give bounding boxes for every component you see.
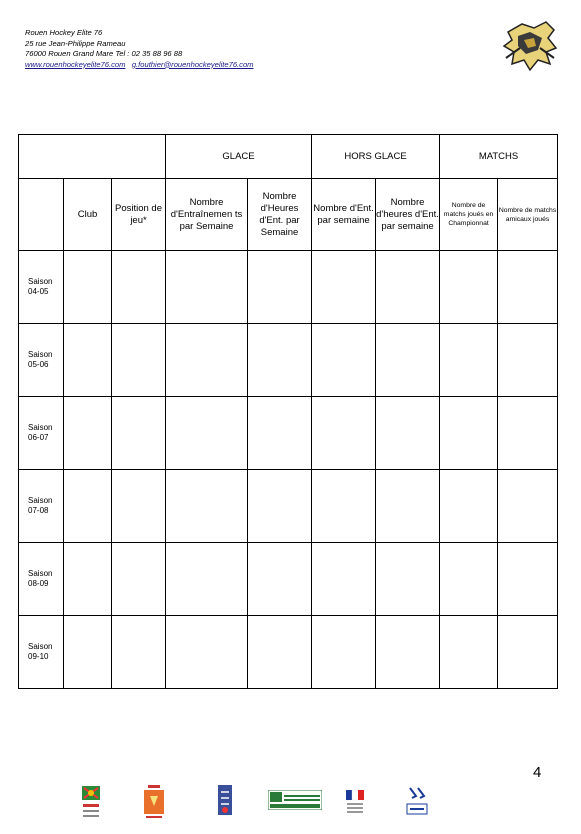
website-link[interactable]: www.rouenhockeyelite76.com — [25, 59, 126, 69]
cell-input[interactable] — [498, 470, 558, 543]
cell-input[interactable] — [440, 543, 498, 616]
cell-input[interactable] — [312, 324, 376, 397]
cell-input[interactable] — [312, 397, 376, 470]
season-label: Saison 08-09 — [19, 543, 64, 616]
group-header-hors-glace: HORS GLACE — [312, 135, 440, 179]
cell-input[interactable] — [248, 251, 312, 324]
table-row — [19, 543, 558, 616]
cell-input[interactable] — [312, 251, 376, 324]
cell-input[interactable] — [440, 397, 498, 470]
club-street: 25 rue Jean-Philippe Rameau — [25, 38, 126, 48]
sponsor-logo-2-icon — [217, 784, 233, 818]
cell-input[interactable] — [440, 470, 498, 543]
table-row — [19, 251, 558, 324]
cell-input[interactable] — [64, 543, 112, 616]
cell-input[interactable] — [248, 397, 312, 470]
cell-input[interactable] — [498, 324, 558, 397]
cell-input[interactable] — [376, 543, 440, 616]
cell-input[interactable] — [376, 397, 440, 470]
page-number: 4 — [533, 764, 542, 781]
cell-input[interactable] — [166, 616, 248, 689]
cell-input[interactable] — [166, 324, 248, 397]
column-header-matchs-amicaux: Nombre de matchs amicaux joués — [498, 179, 558, 251]
season-label: Saison 09-10 — [19, 616, 64, 689]
club-city-phone: 76000 Rouen Grand Mare Tel : 02 35 88 96 88 — [25, 49, 183, 58]
republique-logo-icon — [344, 788, 366, 814]
cell-input[interactable] — [248, 543, 312, 616]
cell-input[interactable] — [498, 397, 558, 470]
cell-input[interactable] — [312, 470, 376, 543]
cell-input[interactable] — [112, 543, 166, 616]
cell-input[interactable] — [112, 470, 166, 543]
cell-input[interactable] — [166, 543, 248, 616]
empty-header-cell — [19, 135, 166, 179]
cell-input[interactable] — [312, 616, 376, 689]
season-label: Saison 05-06 — [19, 324, 64, 397]
club-header — [25, 28, 254, 70]
cell-input[interactable] — [440, 616, 498, 689]
season-label: Saison 07-08 — [19, 470, 64, 543]
cell-input[interactable] — [248, 324, 312, 397]
table-row — [19, 470, 558, 543]
club-name: Rouen Hockey Elite 76 — [25, 28, 103, 37]
cell-input[interactable] — [498, 251, 558, 324]
cell-input[interactable] — [166, 397, 248, 470]
table-row — [19, 616, 558, 689]
table-row — [19, 324, 558, 397]
group-header-matchs: MATCHS — [440, 135, 558, 179]
sponsor-logo-1-icon — [142, 784, 166, 820]
cell-input[interactable] — [376, 251, 440, 324]
cell-input[interactable] — [112, 324, 166, 397]
column-header-position: Position de jeu* — [112, 179, 166, 251]
empty-corner-cell — [19, 179, 64, 251]
cell-input[interactable] — [112, 616, 166, 689]
cell-input[interactable] — [166, 251, 248, 324]
cell-input[interactable] — [498, 616, 558, 689]
group-header-glace: GLACE — [166, 135, 312, 179]
column-header-ent-hors-glace: Nombre d'Ent. par semaine — [312, 179, 376, 251]
cell-input[interactable] — [440, 251, 498, 324]
column-header-matchs-championnat: Nombre de matchs joués en Championnat — [440, 179, 498, 251]
cell-input[interactable] — [64, 251, 112, 324]
email-link[interactable]: g.fouthier@rouenhockeyelite76.com — [131, 59, 254, 69]
cell-input[interactable] — [64, 324, 112, 397]
club-logo-icon — [80, 784, 102, 820]
cell-input[interactable] — [376, 324, 440, 397]
table-row — [19, 397, 558, 470]
season-label: Saison 06-07 — [19, 397, 64, 470]
cell-input[interactable] — [112, 251, 166, 324]
cell-input[interactable] — [64, 470, 112, 543]
cell-input[interactable] — [498, 543, 558, 616]
cell-input[interactable] — [248, 470, 312, 543]
cell-input[interactable] — [166, 470, 248, 543]
cell-input[interactable] — [64, 616, 112, 689]
cell-input[interactable] — [376, 616, 440, 689]
footer-logos — [0, 782, 581, 822]
cell-input[interactable] — [64, 397, 112, 470]
cell-input[interactable] — [312, 543, 376, 616]
column-header-nb-entrainements: Nombre d'Entraînemen ts par Semaine — [166, 179, 248, 251]
ffhg-logo-icon — [406, 786, 428, 816]
column-header-club: Club — [64, 179, 112, 251]
region-logo-icon — [268, 790, 322, 810]
cell-input[interactable] — [376, 470, 440, 543]
column-header-heures-glace: Nombre d'Heures d'Ent. par Semaine — [248, 179, 312, 251]
cell-input[interactable] — [248, 616, 312, 689]
cell-input[interactable] — [112, 397, 166, 470]
column-header-heures-hors-glace: Nombre d'heures d'Ent. par semaine — [376, 179, 440, 251]
stats-table — [18, 134, 558, 689]
club-logo — [500, 18, 560, 74]
cell-input[interactable] — [440, 324, 498, 397]
season-label: Saison 04-05 — [19, 251, 64, 324]
